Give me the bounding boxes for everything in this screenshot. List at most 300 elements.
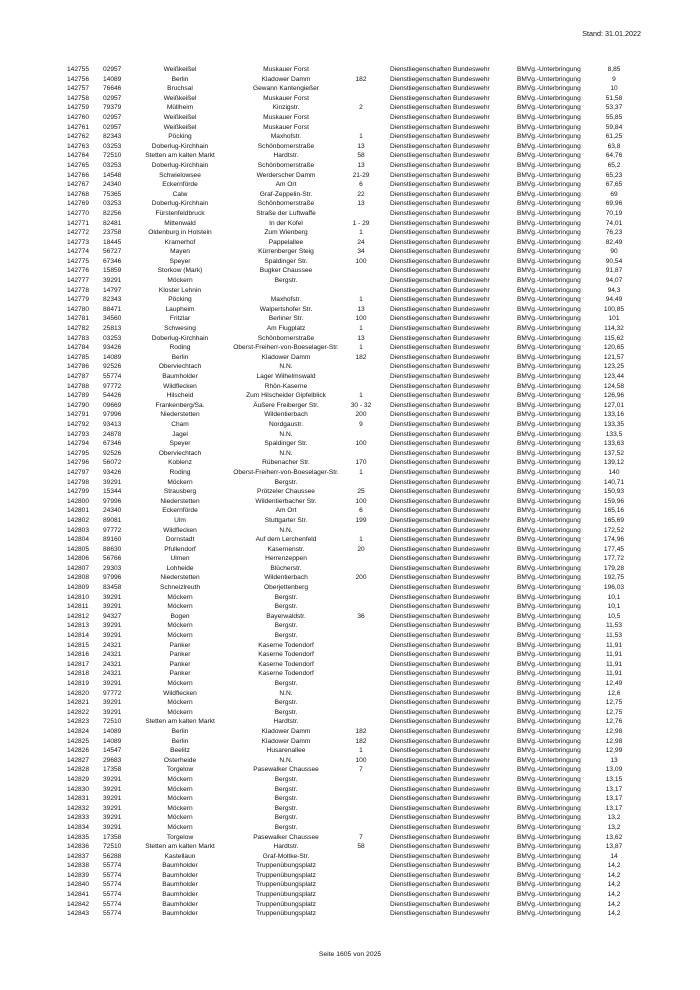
table-row: 142828 17358 Torgelow Pasewalker Chaussee 7 Dienstliegenschaften Bundeswehr BMVg.-Unterbringung 13,09	[67, 766, 623, 774]
postal-code: 23758	[103, 229, 122, 237]
table-row: 142763 03253 Doberlug-Kirchhain Schönbornerstraße 13 Dienstliegenschaften Bundeswehr BMVg.-Unterbringung 63,8	[67, 142, 621, 150]
postal-code: 17358	[103, 833, 122, 841]
row-id: 142771	[67, 219, 90, 227]
table-row: 142835 17358 Torgelow Pasewalker Chaussee 7 Dienstliegenschaften Bundeswehr BMVg.-Unterbringung 13,62	[67, 833, 623, 841]
table-row: 142812 94327 Bogen Bayerwaldstr. 36 Dienstliegenschaften Bundeswehr BMVg.-Unterbringung 10,5	[67, 612, 621, 620]
property-type: Dienstliegenschaften Bundeswehr	[390, 718, 490, 726]
property-type: Dienstliegenschaften Bundeswehr	[390, 411, 490, 419]
postal-code: 97772	[103, 526, 122, 534]
table-row: 142840 55774 Baumholder Truppenübungsplatz Dienstliegenschaften Bundeswehr BMVg.-Unterbringung 14,2	[67, 881, 621, 889]
property-type: Dienstliegenschaften Bundeswehr	[390, 334, 490, 342]
postal-code: 15344	[103, 488, 122, 496]
row-id: 142834	[67, 823, 90, 831]
table-row: 142811 39291 Möckern Bergstr. Dienstliegenschaften Bundeswehr BMVg.-Unterbringung 10,1	[67, 603, 621, 611]
table-row: 142821 39291 Möckern Bergstr. Dienstliegenschaften Bundeswehr BMVg.-Unterbringung 12,75	[67, 699, 623, 707]
usage: BMVg.-Unterbringung	[517, 296, 581, 304]
usage: BMVg.-Unterbringung	[517, 257, 581, 265]
property-type: Dienstliegenschaften Bundeswehr	[390, 814, 490, 822]
property-type: Dienstliegenschaften Bundeswehr	[390, 440, 490, 448]
row-id: 142787	[67, 373, 90, 380]
property-type: Dienstliegenschaften Bundeswehr	[390, 353, 490, 361]
usage: BMVg.-Unterbringung	[517, 584, 581, 592]
table-row: 142822 39291 Möckern Bergstr. Dienstliegenschaften Bundeswehr BMVg.-Unterbringung 12,75	[67, 708, 623, 716]
property-type: Dienstliegenschaften Bundeswehr	[390, 785, 490, 793]
postal-code: 14089	[103, 737, 122, 745]
row-id: 142775	[67, 257, 90, 265]
postal-code: 67346	[103, 257, 122, 265]
postal-code: 83458	[103, 584, 122, 592]
property-type: Dienstliegenschaften Bundeswehr	[390, 708, 490, 716]
usage: BMVg.-Unterbringung	[517, 123, 581, 131]
row-id: 142836	[67, 843, 90, 851]
postal-code: 39291	[103, 478, 122, 486]
row-id: 142837	[67, 852, 90, 860]
property-type: Dienstliegenschaften Bundeswehr	[390, 296, 490, 304]
postal-code: 93426	[103, 344, 122, 352]
property-type: Dienstliegenschaften Bundeswehr	[390, 325, 490, 333]
table-row: 142808 97996 Niederstetten Wildentierbach 200 Dienstliegenschaften Bundeswehr BMVg.-Unterbringung 192,75	[67, 574, 625, 582]
usage: BMVg.-Unterbringung	[517, 708, 581, 716]
postal-code: 55774	[103, 871, 122, 879]
table-row: 142819 39291 Möckern Bergstr. Dienstliegenschaften Bundeswehr BMVg.-Unterbringung 12,49	[67, 680, 623, 687]
row-id: 142812	[67, 612, 90, 620]
usage: BMVg.-Unterbringung	[517, 142, 581, 150]
usage: BMVg.-Unterbringung	[517, 459, 581, 467]
postal-code: 39291	[103, 785, 122, 793]
usage: BMVg.-Unterbringung	[517, 401, 581, 409]
row-id: 142828	[67, 766, 90, 774]
table-row: 142810 39291 Möckern Bergstr. Dienstliegenschaften Bundeswehr BMVg.-Unterbringung 10,1	[67, 593, 621, 601]
postal-code: 24321	[103, 670, 122, 678]
row-id: 142755	[67, 66, 90, 73]
postal-code: 92526	[103, 449, 122, 457]
usage: BMVg.-Unterbringung	[517, 200, 581, 208]
property-type: Dienstliegenschaften Bundeswehr	[390, 248, 490, 256]
table-row: 142831 39291 Möckern Bergstr. Dienstliegenschaften Bundeswehr BMVg.-Unterbringung 13,17	[67, 795, 623, 803]
usage: BMVg.-Unterbringung	[517, 526, 581, 534]
usage: BMVg.-Unterbringung	[517, 689, 581, 697]
table-row: 142807 29303 Lohheide Blücherstr. Dienstliegenschaften Bundeswehr BMVg.-Unterbringung 179,28	[67, 564, 625, 572]
postal-code: 15859	[103, 267, 122, 275]
property-type: Dienstliegenschaften Bundeswehr	[390, 267, 490, 275]
row-id: 142819	[67, 680, 90, 687]
property-type: Dienstliegenschaften Bundeswehr	[390, 670, 490, 678]
postal-code: 55774	[103, 373, 122, 380]
postal-code: 82343	[103, 133, 122, 141]
row-id: 142824	[67, 727, 90, 735]
table-row: 142768 75365 Calw Graf-Zeppelin-Str. 22 Dienstliegenschaften Bundeswehr BMVg.-Unterbringung 69	[67, 190, 618, 198]
property-type: Dienstliegenschaften Bundeswehr	[390, 229, 490, 237]
usage: BMVg.-Unterbringung	[517, 900, 581, 908]
table-row: 142843 55774 Baumholder Truppenübungsplatz Dienstliegenschaften Bundeswehr BMVg.-Unterbringung 14,2	[67, 910, 621, 918]
postal-code: 14548	[103, 171, 122, 179]
postal-code: 14797	[103, 286, 122, 294]
usage: BMVg.-Unterbringung	[517, 152, 581, 160]
usage: BMVg.-Unterbringung	[517, 497, 581, 505]
table-row: 142797 93426 Roding Oberst-Freiherr-von-Boeselager-Str. 1 Dienstliegenschaften Bundeswehr BMVg.-Unterbringung 140	[67, 468, 620, 476]
row-id: 142760	[67, 113, 90, 121]
usage: BMVg.-Unterbringung	[517, 843, 581, 851]
table-row: 142784 93426 Roding Oberst-Freiherr-von-Boeselager-Str. 1 Dienstliegenschaften Bundeswehr BMVg.-Unterbringung 120,65	[67, 344, 625, 352]
table-row: 142781 34560 Fritzlar Berliner Str. 100 Dienstliegenschaften Bundeswehr BMVg.-Unterbringung 101	[67, 315, 620, 323]
usage: BMVg.-Unterbringung	[517, 190, 581, 198]
table-row: 142815 24321 Panker Kaserne Todendorf Dienstliegenschaften Bundeswehr BMVg.-Unterbringung 11,91	[67, 641, 623, 649]
property-type: Dienstliegenschaften Bundeswehr	[390, 507, 490, 515]
row-id: 142802	[67, 516, 90, 524]
table-row: 142755 02957 Weißkeißel Muskauer Forst Dienstliegenschaften Bundeswehr BMVg.-Unterbringung 8,85	[67, 66, 621, 73]
usage: BMVg.-Unterbringung	[517, 766, 581, 774]
table-row: 142792 93413 Cham Nordgaustr. 9 Dienstliegenschaften Bundeswehr BMVg.-Unterbringung 133,35	[67, 420, 625, 428]
property-type: Dienstliegenschaften Bundeswehr	[390, 747, 490, 755]
table-row: 142767 24340 Eckernförde Am Ort 6 Dienstliegenschaften Bundeswehr BMVg.-Unterbringung 67,65	[67, 181, 623, 189]
row-id: 142800	[67, 497, 90, 505]
usage: BMVg.-Unterbringung	[517, 430, 581, 438]
page-number: Seite 1605 von 2025	[318, 951, 382, 958]
property-type: Dienstliegenschaften Bundeswehr	[390, 680, 490, 687]
property-type: Dienstliegenschaften Bundeswehr	[390, 871, 490, 879]
postal-code: 56072	[103, 459, 122, 467]
row-id: 142796	[67, 459, 90, 467]
postal-code: 97996	[103, 574, 122, 582]
usage: BMVg.-Unterbringung	[517, 66, 581, 73]
postal-code: 03253	[103, 142, 122, 150]
table-row: 142777 39291 Möckern Bergstr. Dienstliegenschaften Bundeswehr BMVg.-Unterbringung 94,07	[67, 277, 623, 285]
row-id: 142805	[67, 545, 90, 553]
row-id: 142841	[67, 891, 90, 899]
table-row: 142786 92526 Oberviechtach N.N. Dienstliegenschaften Bundeswehr BMVg.-Unterbringung 123,25	[67, 363, 625, 371]
row-id: 142778	[67, 286, 90, 294]
usage: BMVg.-Unterbringung	[517, 468, 581, 476]
postal-code: 34560	[103, 315, 122, 323]
usage: BMVg.-Unterbringung	[517, 833, 581, 841]
table-row: 142794 67346 Speyer Spaldinger Str. 100 Dienstliegenschaften Bundeswehr BMVg.-Unterbringung 133,63	[67, 440, 625, 448]
property-type: Dienstliegenschaften Bundeswehr	[390, 699, 490, 707]
row-id: 142808	[67, 574, 90, 582]
property-type: Dienstliegenschaften Bundeswehr	[390, 833, 490, 841]
postal-code: 56727	[103, 248, 122, 256]
table-row: 142766 14548 Schwielowsee Werderscher Damm 21-29 Dienstliegenschaften Bundeswehr BMVg.-Unterbringung 65,23	[67, 171, 623, 179]
property-type: Dienstliegenschaften Bundeswehr	[390, 584, 490, 592]
row-id: 142832	[67, 804, 90, 812]
postal-code: 97772	[103, 689, 122, 697]
usage: BMVg.-Unterbringung	[517, 478, 581, 486]
table-row: 142782 25813 Schwesing Am Flugplatz 1 Dienstliegenschaften Bundeswehr BMVg.-Unterbringung 114,32	[67, 325, 624, 333]
row-id: 142756	[67, 75, 90, 83]
usage: BMVg.-Unterbringung	[517, 181, 581, 189]
row-id: 142773	[67, 238, 90, 246]
postal-code: 24321	[103, 660, 122, 668]
usage: BMVg.-Unterbringung	[517, 392, 581, 400]
postal-code: 24878	[103, 430, 122, 438]
property-type: Dienstliegenschaften Bundeswehr	[390, 900, 490, 908]
table-row: 142770 82256 Fürstenfeldbruck Straße der Luftwaffe Dienstliegenschaften Bundeswehr BMVg.-Unterbringung 70,19	[67, 209, 623, 217]
property-type: Dienstliegenschaften Bundeswehr	[390, 209, 490, 217]
property-type: Dienstliegenschaften Bundeswehr	[390, 200, 490, 208]
property-type: Dienstliegenschaften Bundeswehr	[390, 373, 490, 380]
row-id: 142829	[67, 775, 90, 783]
property-type: Dienstliegenschaften Bundeswehr	[390, 766, 490, 774]
row-id: 142797	[67, 468, 90, 476]
usage: BMVg.-Unterbringung	[517, 881, 581, 889]
property-type: Dienstliegenschaften Bundeswehr	[390, 612, 490, 620]
row-id: 142825	[67, 737, 90, 745]
property-type: Dienstliegenschaften Bundeswehr	[390, 392, 490, 400]
property-type: Dienstliegenschaften Bundeswehr	[390, 315, 490, 323]
postal-code: 75365	[103, 190, 122, 198]
usage: BMVg.-Unterbringung	[517, 785, 581, 793]
table-row: 142827 29683 Osterheide N.N. 100 Dienstliegenschaften Bundeswehr BMVg.-Unterbringung 13	[67, 756, 618, 764]
table-row: 142758 02957 Weißkeißel Muskauer Forst Dienstliegenschaften Bundeswehr BMVg.-Unterbringung 51,58	[67, 94, 623, 102]
usage: BMVg.-Unterbringung	[517, 315, 581, 323]
usage: BMVg.-Unterbringung	[517, 382, 581, 390]
usage: BMVg.-Unterbringung	[517, 699, 581, 707]
property-table	[0, 65, 700, 919]
property-type: Dienstliegenschaften Bundeswehr	[390, 843, 490, 851]
table-row: 142778 14797 Kloster Lehnin Dienstliegenschaften Bundeswehr BMVg.-Unterbringung 94,3	[67, 286, 621, 294]
row-id: 142785	[67, 353, 90, 361]
row-id: 142799	[67, 488, 90, 496]
usage: BMVg.-Unterbringung	[517, 488, 581, 496]
property-type: Dienstliegenschaften Bundeswehr	[390, 449, 490, 457]
usage: BMVg.-Unterbringung	[517, 823, 581, 831]
postal-code: 67346	[103, 440, 122, 448]
postal-code: 89081	[103, 516, 122, 524]
usage: BMVg.-Unterbringung	[517, 891, 581, 899]
table-row: 142765 03253 Doberlug-Kirchhain Schönbornerstraße 13 Dienstliegenschaften Bundeswehr BMVg.-Unterbringung 65,2	[67, 161, 621, 169]
postal-code: 72510	[103, 843, 122, 851]
usage: BMVg.-Unterbringung	[517, 133, 581, 141]
usage: BMVg.-Unterbringung	[517, 104, 581, 112]
postal-code: 82256	[103, 209, 122, 217]
usage: BMVg.-Unterbringung	[517, 113, 581, 121]
table-row: 142757 76646 Bruchsal Gewann Kantengießer Dienstliegenschaften Bundeswehr BMVg.-Unterbringung 10	[67, 85, 618, 93]
usage: BMVg.-Unterbringung	[517, 670, 581, 678]
table-row: 142790 09669 Frankenberg/Sa. Äußere Freiberger Str. 30 - 32 Dienstliegenschaften Bundeswehr BMVg.-Unterbringung 127,01	[67, 401, 625, 409]
table-row: 142772 23758 Oldenburg in Holstein Zum Wienberg 1 Dienstliegenschaften Bundeswehr BMVg.-Unterbringung 76,23	[67, 229, 623, 237]
table-row: 142771 82481 Mittenwald In der Kofel 1 - 29 Dienstliegenschaften Bundeswehr BMVg.-Unterbringung 74,01	[67, 219, 623, 227]
usage: BMVg.-Unterbringung	[517, 545, 581, 553]
property-type: Dienstliegenschaften Bundeswehr	[390, 727, 490, 735]
property-type: Dienstliegenschaften Bundeswehr	[390, 910, 490, 918]
postal-code: 79379	[103, 104, 122, 112]
postal-code: 25813	[103, 325, 122, 333]
property-type: Dienstliegenschaften Bundeswehr	[390, 66, 490, 73]
row-id: 142830	[67, 785, 90, 793]
table-row: 142800 97996 Niederstetten Wildentierbacher Str. 100 Dienstliegenschaften Bundeswehr BMVg.-Unterbringung 159,96	[67, 497, 625, 505]
postal-code: 56766	[103, 555, 122, 563]
usage: BMVg.-Unterbringung	[517, 574, 581, 582]
table-row: 142774 56727 Mayen Kürrenberger Steig 34 Dienstliegenschaften Bundeswehr BMVg.-Unterbringung 90	[67, 248, 618, 256]
postal-code: 39291	[103, 708, 122, 716]
usage: BMVg.-Unterbringung	[517, 564, 581, 572]
usage: BMVg.-Unterbringung	[517, 440, 581, 448]
usage: BMVg.-Unterbringung	[517, 507, 581, 515]
postal-code: 14547	[103, 747, 122, 755]
table-row: 142816 24321 Panker Kaserne Todendorf Dienstliegenschaften Bundeswehr BMVg.-Unterbringung 11,91	[67, 651, 623, 659]
property-type: Dienstliegenschaften Bundeswehr	[390, 468, 490, 476]
property-type: Dienstliegenschaften Bundeswehr	[390, 478, 490, 486]
property-type: Dienstliegenschaften Bundeswehr	[390, 862, 490, 870]
usage: BMVg.-Unterbringung	[517, 353, 581, 361]
property-type: Dienstliegenschaften Bundeswehr	[390, 852, 490, 860]
row-id: 142786	[67, 363, 90, 371]
postal-code: 39291	[103, 593, 122, 601]
row-id: 142790	[67, 401, 90, 409]
row-id: 142767	[67, 181, 90, 189]
row-id: 142792	[67, 420, 90, 428]
property-type: Dienstliegenschaften Bundeswehr	[390, 85, 490, 93]
usage: BMVg.-Unterbringung	[517, 555, 581, 563]
property-type: Dienstliegenschaften Bundeswehr	[390, 344, 490, 352]
row-id: 142783	[67, 334, 90, 342]
property-type: Dienstliegenschaften Bundeswehr	[390, 181, 490, 189]
row-id: 142782	[67, 325, 90, 333]
usage: BMVg.-Unterbringung	[517, 219, 581, 227]
table-row: 142834 39291 Möckern Bergstr. Dienstliegenschaften Bundeswehr BMVg.-Unterbringung 13,2	[67, 823, 621, 831]
usage: BMVg.-Unterbringung	[517, 411, 581, 419]
property-type: Dienstliegenschaften Bundeswehr	[390, 651, 490, 659]
postal-code: 29303	[103, 564, 122, 572]
postal-code: 97996	[103, 411, 122, 419]
postal-code: 14089	[103, 353, 122, 361]
postal-code: 39291	[103, 775, 122, 783]
usage: BMVg.-Unterbringung	[517, 449, 581, 457]
postal-code: 89160	[103, 536, 122, 544]
table-row: 142842 55774 Baumholder Truppenübungsplatz Dienstliegenschaften Bundeswehr BMVg.-Unterbringung 14,2	[67, 900, 621, 908]
row-id: 142814	[67, 632, 90, 640]
property-type: Dienstliegenschaften Bundeswehr	[390, 430, 490, 438]
usage: BMVg.-Unterbringung	[517, 603, 581, 611]
row-id: 142843	[67, 910, 90, 918]
table-row: 142841 55774 Baumholder Truppenübungsplatz Dienstliegenschaften Bundeswehr BMVg.-Unterbringung 14,2	[67, 891, 621, 899]
usage: BMVg.-Unterbringung	[517, 267, 581, 275]
usage: BMVg.-Unterbringung	[517, 775, 581, 783]
property-type: Dienstliegenschaften Bundeswehr	[390, 190, 490, 198]
property-type: Dienstliegenschaften Bundeswehr	[390, 382, 490, 390]
table-row: 142824 14089 Berlin Kladower Damm 182 Dienstliegenschaften Bundeswehr BMVg.-Unterbringung 12,98	[67, 727, 623, 735]
row-id: 142820	[67, 689, 90, 697]
row-id: 142766	[67, 171, 90, 179]
property-type: Dienstliegenschaften Bundeswehr	[390, 795, 490, 803]
table-row: 142813 39291 Möckern Bergstr. Dienstliegenschaften Bundeswehr BMVg.-Unterbringung 11,53	[67, 622, 623, 630]
postal-code: 93426	[103, 468, 122, 476]
property-type: Dienstliegenschaften Bundeswehr	[390, 775, 490, 783]
row-id: 142823	[67, 718, 90, 726]
usage: BMVg.-Unterbringung	[517, 727, 581, 735]
usage: BMVg.-Unterbringung	[517, 651, 581, 659]
row-id: 142831	[67, 795, 90, 803]
postal-code: 39291	[103, 277, 122, 285]
row-id: 142798	[67, 478, 90, 486]
row-id: 142769	[67, 200, 90, 208]
row-id: 142806	[67, 555, 90, 563]
postal-code: 72510	[103, 152, 122, 160]
usage: BMVg.-Unterbringung	[517, 238, 581, 246]
table-row: 142760 02957 Weißkeißel Muskauer Forst Dienstliegenschaften Bundeswehr BMVg.-Unterbringung 55,85	[67, 113, 623, 121]
usage: BMVg.-Unterbringung	[517, 516, 581, 524]
row-id: 142791	[67, 411, 90, 419]
table-row: 142818 24321 Panker Kaserne Todendorf Dienstliegenschaften Bundeswehr BMVg.-Unterbringung 11,91	[67, 670, 623, 678]
row-id: 142811	[67, 603, 89, 611]
postal-code: 94327	[103, 612, 122, 620]
postal-code: 55774	[103, 910, 122, 918]
postal-code: 72510	[103, 718, 122, 726]
postal-code: 02957	[103, 66, 122, 73]
postal-code: 17358	[103, 766, 122, 774]
postal-code: 55774	[103, 881, 122, 889]
stand-date: Stand: 31.01.2022	[582, 29, 641, 38]
row-id: 142821	[67, 699, 90, 707]
usage: BMVg.-Unterbringung	[517, 363, 581, 371]
row-id: 142827	[67, 756, 90, 764]
table-row: 142759 79379 Müllheim Kinzigstr. 2 Dienstliegenschaften Bundeswehr BMVg.-Unterbringung 53,37	[67, 104, 623, 112]
usage: BMVg.-Unterbringung	[517, 161, 581, 169]
row-id: 142780	[67, 305, 90, 313]
table-row: 142801 24340 Eckernförde Am Ort 6 Dienstliegenschaften Bundeswehr BMVg.-Unterbringung 165,16	[67, 507, 625, 515]
table-row: 142795 92526 Oberviechtach N.N. Dienstliegenschaften Bundeswehr BMVg.-Unterbringung 137,52	[67, 449, 625, 457]
postal-code: 97996	[103, 497, 122, 505]
usage: BMVg.-Unterbringung	[517, 680, 581, 687]
row-id: 142815	[67, 641, 90, 649]
table-row: 142796 56072 Koblenz Rübenacher Str. 170 Dienstliegenschaften Bundeswehr BMVg.-Unterbringung 139,12	[67, 459, 625, 467]
property-type: Dienstliegenschaften Bundeswehr	[390, 305, 490, 313]
postal-code: 55774	[103, 862, 122, 870]
postal-code: 82343	[103, 296, 122, 304]
usage: BMVg.-Unterbringung	[517, 373, 581, 380]
postal-code: 29683	[103, 756, 122, 764]
row-id: 142817	[67, 660, 90, 668]
property-type: Dienstliegenschaften Bundeswehr	[390, 737, 490, 745]
usage: BMVg.-Unterbringung	[517, 75, 581, 83]
usage: BMVg.-Unterbringung	[517, 632, 581, 640]
table-row: 142788 97772 Wildflecken Rhön-Kaserne Dienstliegenschaften Bundeswehr BMVg.-Unterbringung 124,58	[67, 382, 625, 390]
table-row: 142806 56766 Ulmen Herrenzeppen Dienstliegenschaften Bundeswehr BMVg.-Unterbringung 177,72	[67, 555, 625, 563]
row-id: 142762	[67, 133, 90, 141]
table-row: 142802 89081 Ulm Stuttgarter Str. 199 Dienstliegenschaften Bundeswehr BMVg.-Unterbringung 165,69	[67, 516, 625, 524]
usage: BMVg.-Unterbringung	[517, 862, 581, 870]
row-id: 142781	[67, 315, 90, 323]
row-id: 142757	[67, 85, 90, 93]
property-type: Dienstliegenschaften Bundeswehr	[390, 804, 490, 812]
usage: BMVg.-Unterbringung	[517, 420, 581, 428]
table-row: 142769 03253 Doberlug-Kirchhain Schönbornerstraße 13 Dienstliegenschaften Bundeswehr BMVg.-Unterbringung 69,96	[67, 200, 623, 208]
table-row: 142837 56288 Kastellaun Graf-Moltke-Str. Dienstliegenschaften Bundeswehr BMVg.-Unterbringung 14	[67, 852, 618, 860]
postal-code: 24340	[103, 181, 122, 189]
property-type: Dienstliegenschaften Bundeswehr	[390, 632, 490, 640]
property-type: Dienstliegenschaften Bundeswehr	[390, 363, 490, 371]
table-row: 142761 02957 Weißkeißel Muskauer Forst Dienstliegenschaften Bundeswehr BMVg.-Unterbringung 59,84	[67, 123, 623, 131]
row-id: 142758	[67, 94, 90, 102]
postal-code: 88471	[103, 305, 122, 313]
postal-code: 76646	[103, 85, 122, 93]
usage: BMVg.-Unterbringung	[517, 229, 581, 237]
property-type: Dienstliegenschaften Bundeswehr	[390, 545, 490, 553]
row-id: 142788	[67, 382, 90, 390]
property-type: Dienstliegenschaften Bundeswehr	[390, 488, 490, 496]
postal-code: 24321	[103, 641, 122, 649]
postal-code: 39291	[103, 795, 122, 803]
usage: BMVg.-Unterbringung	[517, 334, 581, 342]
row-id: 142807	[67, 564, 90, 572]
property-type: Dienstliegenschaften Bundeswehr	[390, 152, 490, 160]
property-type: Dienstliegenschaften Bundeswehr	[390, 123, 490, 131]
property-type: Dienstliegenschaften Bundeswehr	[390, 104, 490, 112]
postal-code: 39291	[103, 814, 122, 822]
postal-code: 39291	[103, 622, 122, 630]
row-id: 142838	[67, 862, 90, 870]
postal-code: 92526	[103, 363, 122, 371]
property-type: Dienstliegenschaften Bundeswehr	[390, 277, 490, 285]
